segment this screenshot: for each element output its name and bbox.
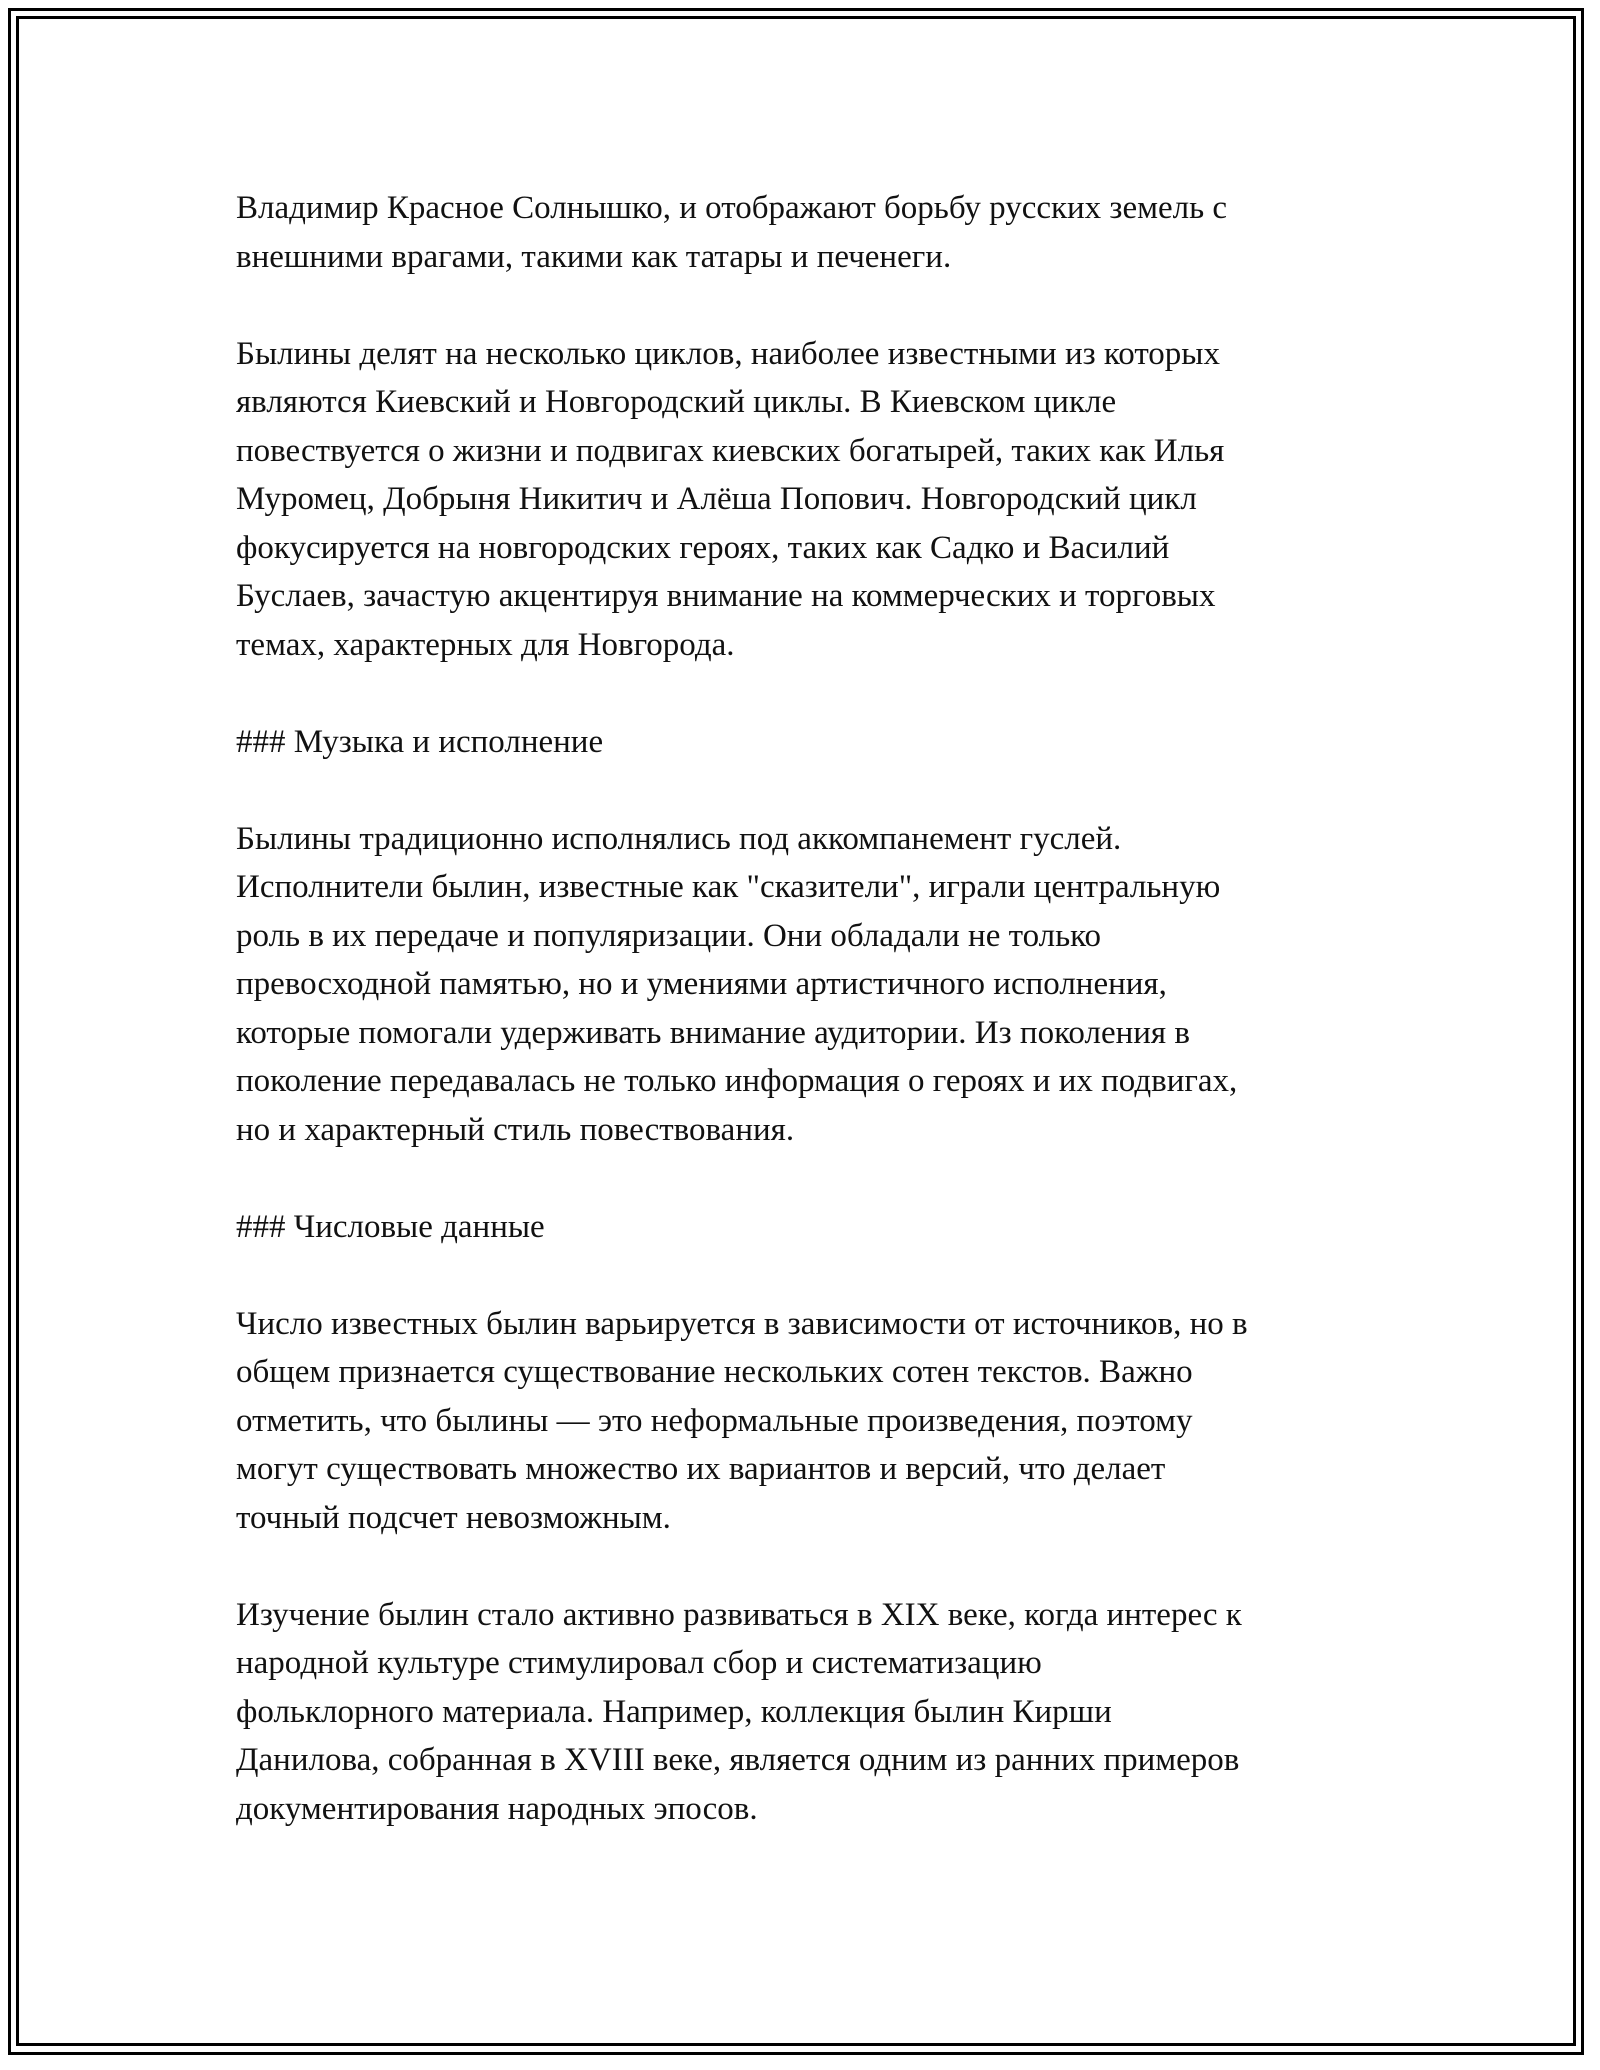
study-paragraph: Изучение былин стало активно развиваться в XIX веке, когда интерес к народной культуре стимулировал сбор и систематизацию фольклорного материала. Например, коллекция былин Кирши Данилова, собранная в XVIII веке, является одним из ранних примеров документирования народных эпосов. (236, 1596, 1242, 1827)
cycles-paragraph: Былины делят на несколько циклов, наиболее известными из которых являются Киевский и Новгородский циклы. В Киевском цикле повествуется о жизни и подвигах киевских богатырей, таких как Илья Муромец, Добрыня Никитич и Алёша Попович. Новгородский цикл фокусируется на новгородских героях, таких как Садко и Василий Буслаев, зачастую акцентируя внимание на коммерческих и торговых темах, характерных для Новгорода. (236, 335, 1225, 663)
numbers-heading: ### Числовые данные (236, 1208, 545, 1245)
document-body (236, 184, 1386, 1882)
music-heading: ### Музыка и исполнение (236, 723, 604, 760)
intro-paragraph: Владимир Красное Солнышко, и отображают борьбу русских земель с внешними врагами, такими как татары и печенеги. (236, 190, 1228, 275)
numbers-paragraph: Число известных былин варьируется в зависимости от источников, но в общем признается существование нескольких сотен текстов. Важно отметить, что былины — это неформальные произведения, поэтому могут существовать множество их вариантов и версий, что делает точный подсчет невозможным. (236, 1305, 1248, 1536)
music-paragraph: Былины традиционно исполнялись под аккомпанемент гуслей. Исполнители былин, известные как "сказители", играли центральную роль в их передаче и популяризации. Они обладали не только превосходной памятью, но и умениями артистичного исполнения, которые помогали удерживать внимание аудитории. Из поколения в поколение передавалась не только информация о героях и их подвигах, но и характерный стиль повествования. (236, 820, 1238, 1148)
